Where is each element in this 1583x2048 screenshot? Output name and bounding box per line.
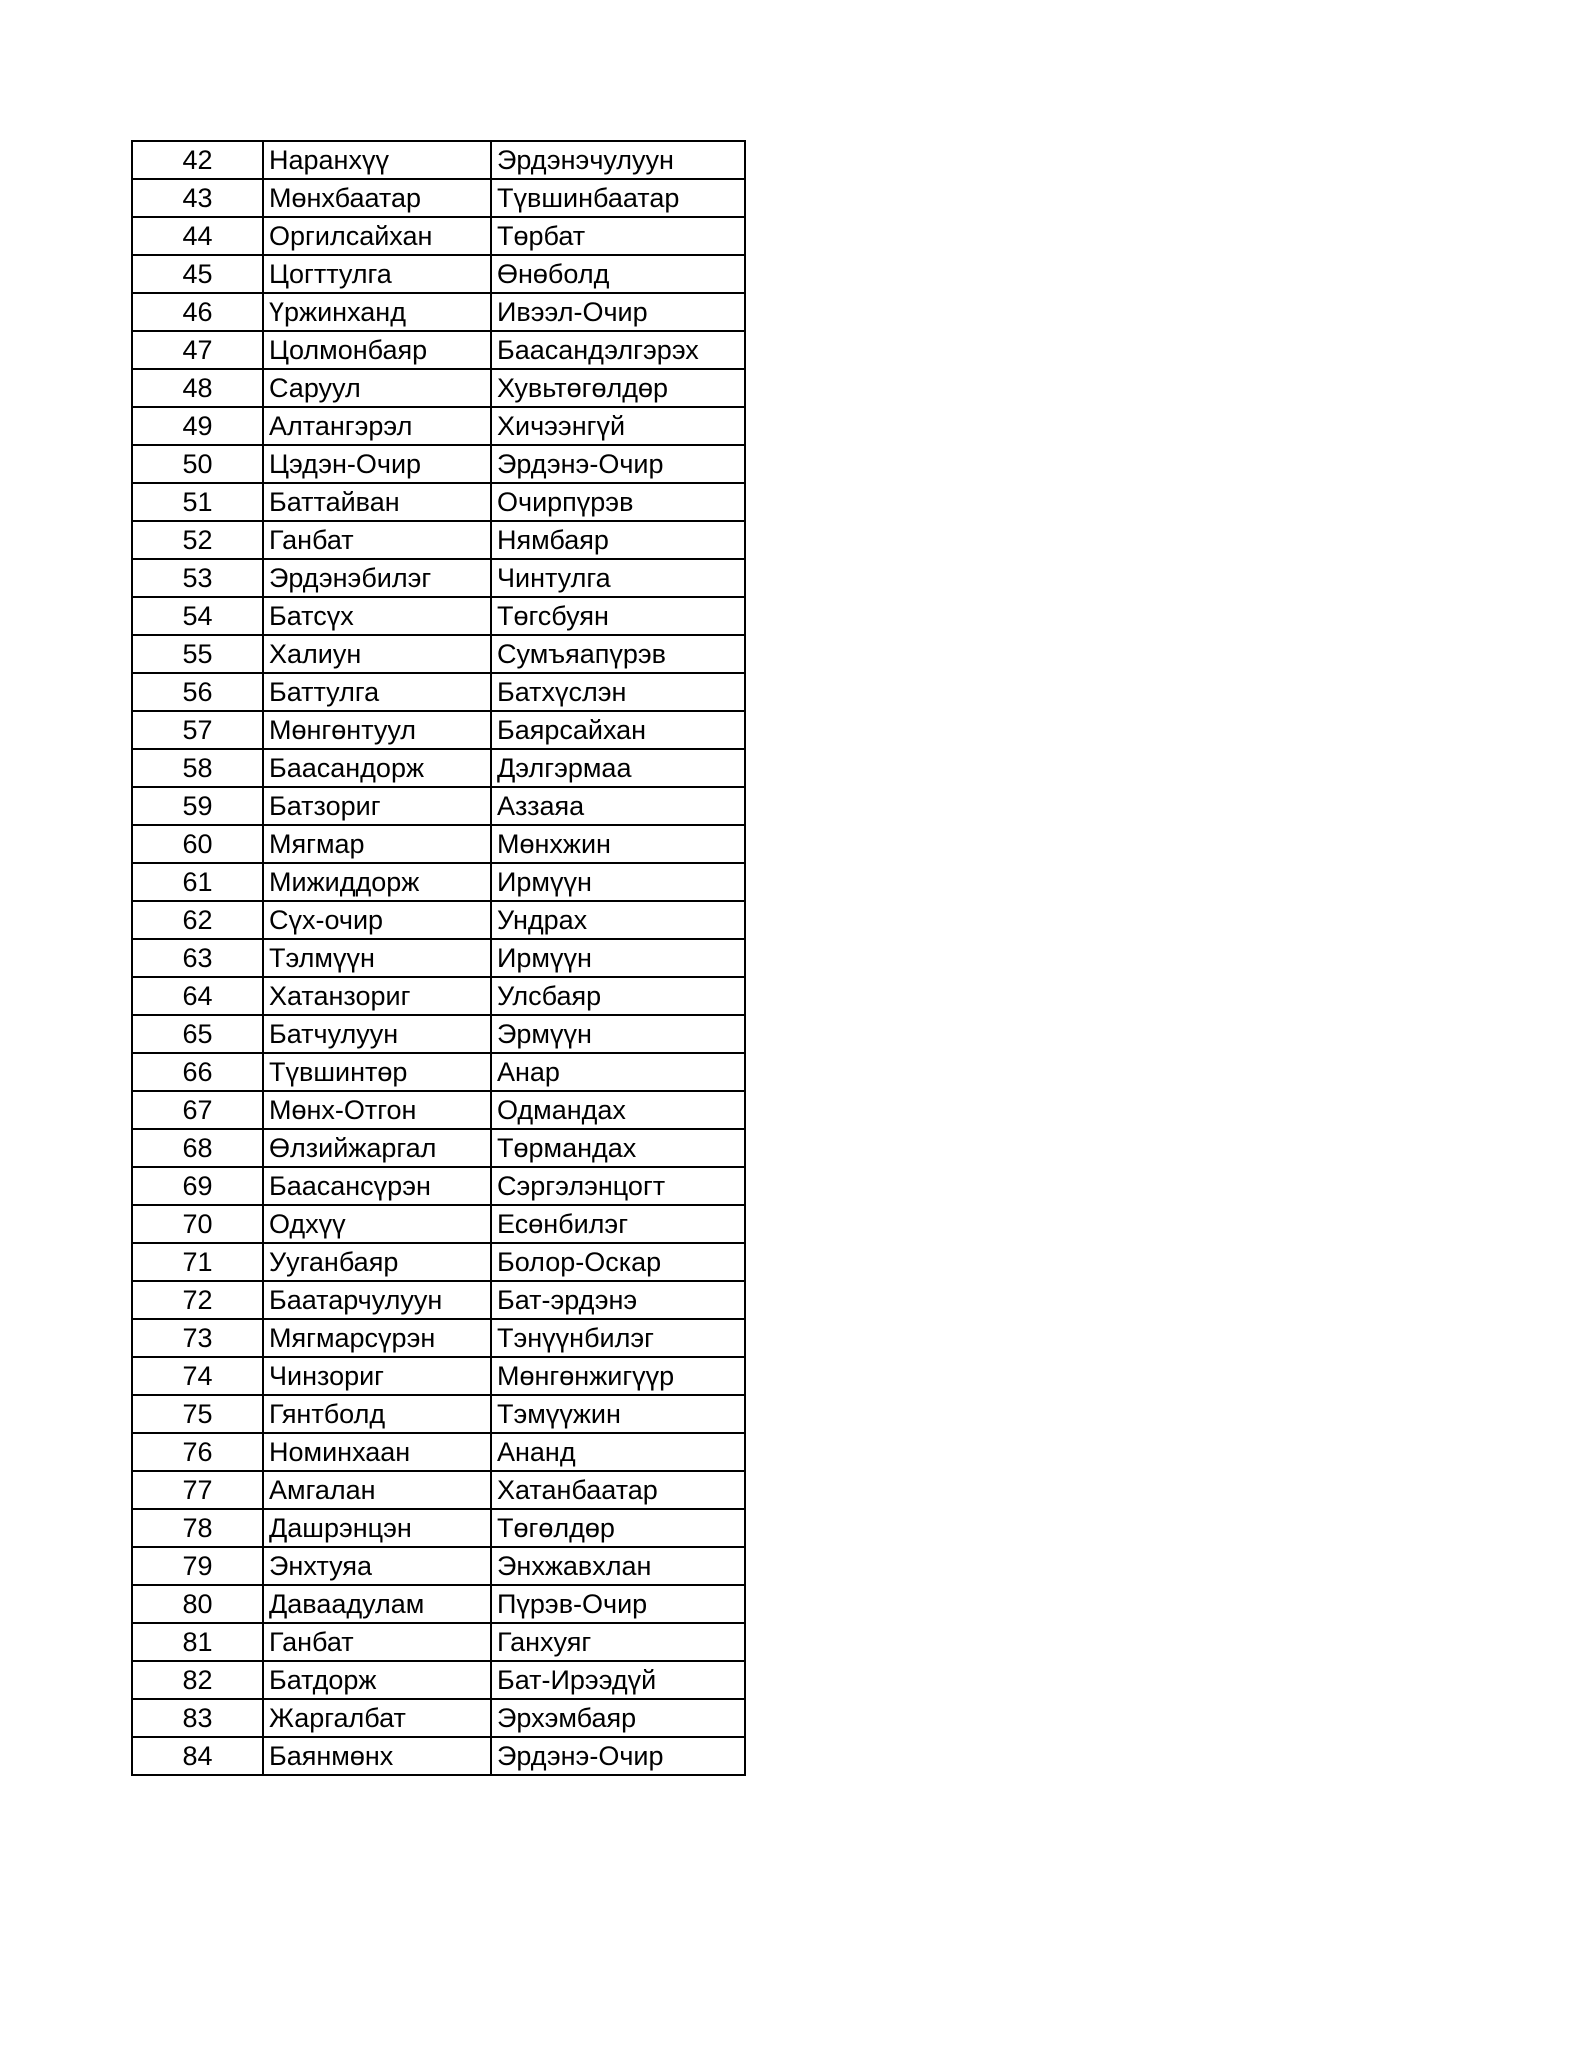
second-name-cell: Есөнбилэг	[491, 1205, 745, 1243]
second-name-cell: Эрмүүн	[491, 1015, 745, 1053]
table-row	[132, 939, 745, 977]
table-row	[132, 1243, 745, 1281]
second-name-cell: Баасандэлгэрэх	[491, 331, 745, 369]
first-name-cell: Эрдэнэбилэг	[263, 559, 491, 597]
first-name-cell: Гянтболд	[263, 1395, 491, 1433]
table-row	[132, 1281, 745, 1319]
row-number-cell: 58	[132, 749, 263, 787]
second-name-cell: Мөнхжин	[491, 825, 745, 863]
first-name-cell: Батдорж	[263, 1661, 491, 1699]
second-name-cell: Баярсайхан	[491, 711, 745, 749]
table-row	[132, 293, 745, 331]
first-name-cell: Одхүү	[263, 1205, 491, 1243]
row-number-cell: 54	[132, 597, 263, 635]
first-name-cell: Өлзийжаргал	[263, 1129, 491, 1167]
second-name-cell: Ананд	[491, 1433, 745, 1471]
table-row	[132, 1699, 745, 1737]
row-number-cell: 83	[132, 1699, 263, 1737]
table-row	[132, 483, 745, 521]
second-name-cell: Ундрах	[491, 901, 745, 939]
first-name-cell: Баттулга	[263, 673, 491, 711]
table-row	[132, 635, 745, 673]
row-number-cell: 57	[132, 711, 263, 749]
table-row	[132, 331, 745, 369]
table-row	[132, 1357, 745, 1395]
second-name-cell: Дэлгэрмаа	[491, 749, 745, 787]
first-name-cell: Мөнгөнтуул	[263, 711, 491, 749]
second-name-cell: Өнөболд	[491, 255, 745, 293]
names-table	[131, 140, 746, 1776]
row-number-cell: 75	[132, 1395, 263, 1433]
table-row	[132, 825, 745, 863]
table-row	[132, 1433, 745, 1471]
second-name-cell: Чинтулга	[491, 559, 745, 597]
second-name-cell: Батхүслэн	[491, 673, 745, 711]
row-number-cell: 42	[132, 141, 263, 179]
table-row	[132, 1509, 745, 1547]
second-name-cell: Анар	[491, 1053, 745, 1091]
table-row	[132, 1395, 745, 1433]
row-number-cell: 68	[132, 1129, 263, 1167]
table-row	[132, 179, 745, 217]
first-name-cell: Мөнх-Отгон	[263, 1091, 491, 1129]
row-number-cell: 61	[132, 863, 263, 901]
first-name-cell: Тэлмүүн	[263, 939, 491, 977]
table-row	[132, 1623, 745, 1661]
table-row	[132, 1471, 745, 1509]
row-number-cell: 80	[132, 1585, 263, 1623]
first-name-cell: Номинхаан	[263, 1433, 491, 1471]
first-name-cell: Дашрэнцэн	[263, 1509, 491, 1547]
second-name-cell: Ирмүүн	[491, 939, 745, 977]
row-number-cell: 49	[132, 407, 263, 445]
first-name-cell: Батзориг	[263, 787, 491, 825]
row-number-cell: 77	[132, 1471, 263, 1509]
second-name-cell: Очирпүрэв	[491, 483, 745, 521]
row-number-cell: 52	[132, 521, 263, 559]
first-name-cell: Батсүх	[263, 597, 491, 635]
second-name-cell: Төгсбуян	[491, 597, 745, 635]
first-name-cell: Алтангэрэл	[263, 407, 491, 445]
first-name-cell: Баасандорж	[263, 749, 491, 787]
row-number-cell: 53	[132, 559, 263, 597]
second-name-cell: Төгөлдөр	[491, 1509, 745, 1547]
row-number-cell: 66	[132, 1053, 263, 1091]
row-number-cell: 79	[132, 1547, 263, 1585]
second-name-cell: Төрбат	[491, 217, 745, 255]
table-row	[132, 1129, 745, 1167]
second-name-cell: Бат-Ирээдүй	[491, 1661, 745, 1699]
second-name-cell: Бат-эрдэнэ	[491, 1281, 745, 1319]
second-name-cell: Түвшинбаатар	[491, 179, 745, 217]
row-number-cell: 81	[132, 1623, 263, 1661]
first-name-cell: Энхтуяа	[263, 1547, 491, 1585]
first-name-cell: Саруул	[263, 369, 491, 407]
row-number-cell: 44	[132, 217, 263, 255]
first-name-cell: Цолмонбаяр	[263, 331, 491, 369]
table-row	[132, 1661, 745, 1699]
table-row	[132, 369, 745, 407]
row-number-cell: 45	[132, 255, 263, 293]
row-number-cell: 56	[132, 673, 263, 711]
row-number-cell: 84	[132, 1737, 263, 1775]
row-number-cell: 59	[132, 787, 263, 825]
row-number-cell: 47	[132, 331, 263, 369]
second-name-cell: Ивээл-Очир	[491, 293, 745, 331]
table-row	[132, 977, 745, 1015]
table-row	[132, 1585, 745, 1623]
second-name-cell: Хатанбаатар	[491, 1471, 745, 1509]
first-name-cell: Жаргалбат	[263, 1699, 491, 1737]
table-row	[132, 1091, 745, 1129]
row-number-cell: 73	[132, 1319, 263, 1357]
table-row	[132, 521, 745, 559]
first-name-cell: Амгалан	[263, 1471, 491, 1509]
row-number-cell: 43	[132, 179, 263, 217]
second-name-cell: Аззаяа	[491, 787, 745, 825]
table-row	[132, 1167, 745, 1205]
second-name-cell: Нямбаяр	[491, 521, 745, 559]
row-number-cell: 65	[132, 1015, 263, 1053]
row-number-cell: 67	[132, 1091, 263, 1129]
row-number-cell: 71	[132, 1243, 263, 1281]
table-row	[132, 1053, 745, 1091]
row-number-cell: 64	[132, 977, 263, 1015]
row-number-cell: 76	[132, 1433, 263, 1471]
first-name-cell: Баттайван	[263, 483, 491, 521]
table-row	[132, 711, 745, 749]
first-name-cell: Оргилсайхан	[263, 217, 491, 255]
table-row	[132, 1205, 745, 1243]
second-name-cell: Сумъяапүрэв	[491, 635, 745, 673]
second-name-cell: Одмандах	[491, 1091, 745, 1129]
second-name-cell: Эрхэмбаяр	[491, 1699, 745, 1737]
first-name-cell: Мижиддорж	[263, 863, 491, 901]
row-number-cell: 55	[132, 635, 263, 673]
row-number-cell: 63	[132, 939, 263, 977]
row-number-cell: 72	[132, 1281, 263, 1319]
second-name-cell: Төрмандах	[491, 1129, 745, 1167]
first-name-cell: Халиун	[263, 635, 491, 673]
second-name-cell: Улсбаяр	[491, 977, 745, 1015]
row-number-cell: 48	[132, 369, 263, 407]
table-row	[132, 255, 745, 293]
row-number-cell: 46	[132, 293, 263, 331]
table-row	[132, 673, 745, 711]
row-number-cell: 78	[132, 1509, 263, 1547]
second-name-cell: Хувьтөгөлдөр	[491, 369, 745, 407]
first-name-cell: Ууганбаяр	[263, 1243, 491, 1281]
first-name-cell: Үржинханд	[263, 293, 491, 331]
table-row	[132, 559, 745, 597]
names-table-body	[132, 141, 745, 1775]
first-name-cell: Баянмөнх	[263, 1737, 491, 1775]
table-row	[132, 217, 745, 255]
second-name-cell: Энхжавхлан	[491, 1547, 745, 1585]
second-name-cell: Эрдэнэ-Очир	[491, 1737, 745, 1775]
row-number-cell: 62	[132, 901, 263, 939]
first-name-cell: Ганбат	[263, 1623, 491, 1661]
first-name-cell: Хатанзориг	[263, 977, 491, 1015]
second-name-cell: Эрдэнэ-Очир	[491, 445, 745, 483]
table-row	[132, 445, 745, 483]
second-name-cell: Эрдэнэчулуун	[491, 141, 745, 179]
row-number-cell: 82	[132, 1661, 263, 1699]
table-row	[132, 407, 745, 445]
row-number-cell: 60	[132, 825, 263, 863]
first-name-cell: Батчулуун	[263, 1015, 491, 1053]
second-name-cell: Тэнүүнбилэг	[491, 1319, 745, 1357]
row-number-cell: 74	[132, 1357, 263, 1395]
second-name-cell: Хичээнгүй	[491, 407, 745, 445]
second-name-cell: Ганхуяг	[491, 1623, 745, 1661]
row-number-cell: 51	[132, 483, 263, 521]
row-number-cell: 50	[132, 445, 263, 483]
table-row	[132, 749, 745, 787]
table-row	[132, 141, 745, 179]
first-name-cell: Мягмар	[263, 825, 491, 863]
table-row	[132, 597, 745, 635]
first-name-cell: Цэдэн-Очир	[263, 445, 491, 483]
first-name-cell: Чинзориг	[263, 1357, 491, 1395]
row-number-cell: 70	[132, 1205, 263, 1243]
second-name-cell: Тэмүүжин	[491, 1395, 745, 1433]
first-name-cell: Мөнхбаатар	[263, 179, 491, 217]
table-row	[132, 1015, 745, 1053]
second-name-cell: Болор-Оскар	[491, 1243, 745, 1281]
first-name-cell: Ганбат	[263, 521, 491, 559]
table-row	[132, 1547, 745, 1585]
table-row	[132, 1319, 745, 1357]
first-name-cell: Наранхүү	[263, 141, 491, 179]
table-row	[132, 787, 745, 825]
second-name-cell: Пүрэв-Очир	[491, 1585, 745, 1623]
first-name-cell: Түвшинтөр	[263, 1053, 491, 1091]
first-name-cell: Баасансүрэн	[263, 1167, 491, 1205]
second-name-cell: Сэргэлэнцогт	[491, 1167, 745, 1205]
second-name-cell: Мөнгөнжигүүр	[491, 1357, 745, 1395]
table-row	[132, 1737, 745, 1775]
row-number-cell: 69	[132, 1167, 263, 1205]
second-name-cell: Ирмүүн	[491, 863, 745, 901]
table-row	[132, 863, 745, 901]
first-name-cell: Даваадулам	[263, 1585, 491, 1623]
table-row	[132, 901, 745, 939]
first-name-cell: Баатарчулуун	[263, 1281, 491, 1319]
first-name-cell: Сүх-очир	[263, 901, 491, 939]
first-name-cell: Цогттулга	[263, 255, 491, 293]
first-name-cell: Мягмарсүрэн	[263, 1319, 491, 1357]
